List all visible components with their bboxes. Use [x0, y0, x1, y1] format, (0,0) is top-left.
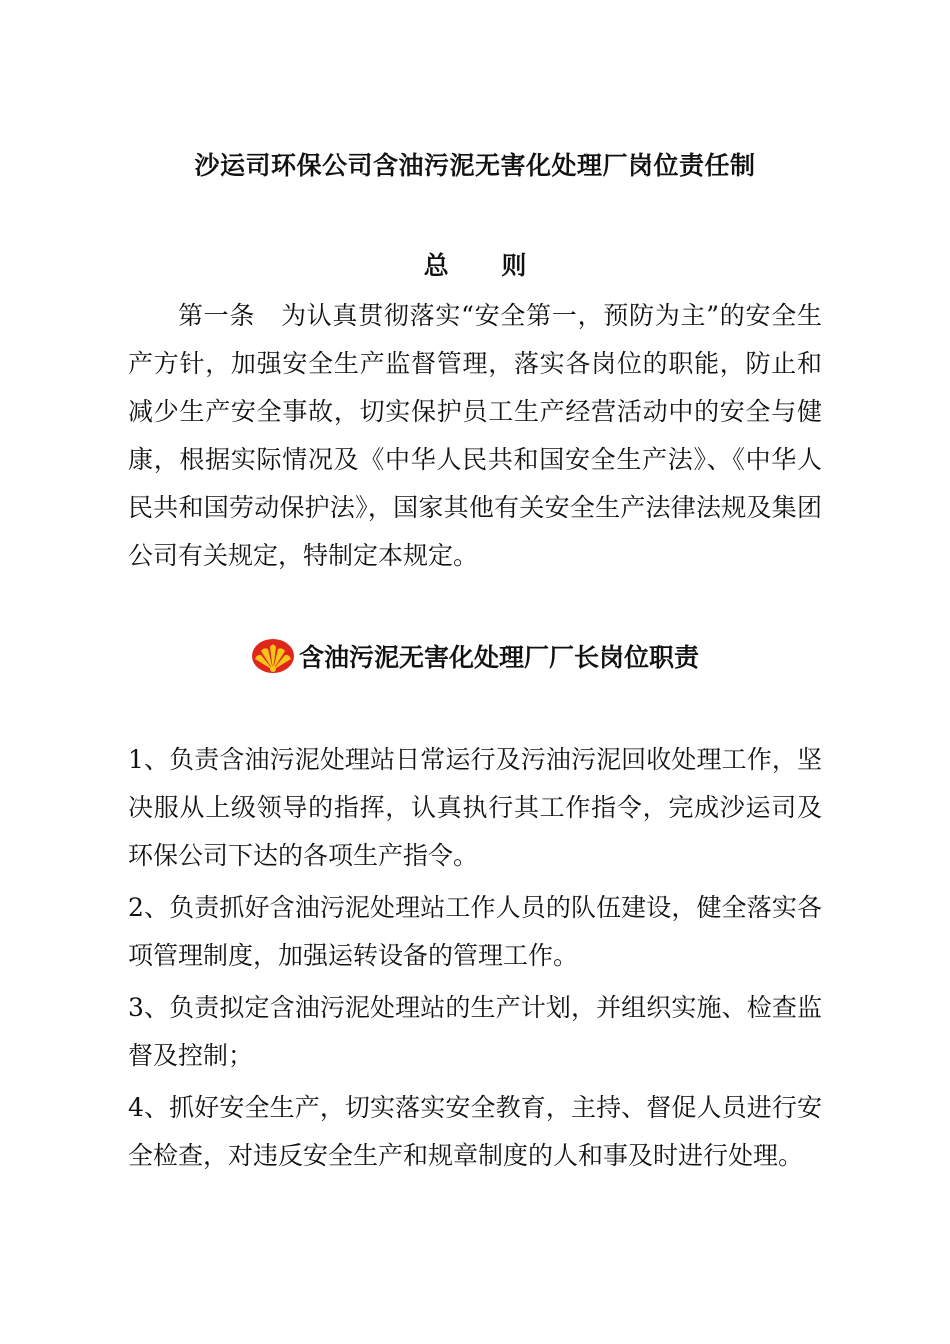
duty-list: [128, 736, 822, 1184]
document-title: 沙运司环保公司含油污泥无害化处理厂岗位责任制: [194, 151, 756, 180]
article-1-paragraph: 第一条 为认真贯彻落实“安全第一，预防为主”的安全生产方针，加强安全生产监督管理，落实各岗位的职能，防止和减少生产安全事故，切实保护员工生产经营活动中的安全与健康，根据实际情况及《中华人民共和国安全生产法》、《中华人民共和国劳动保护法》，国家其他有关安全生产法律法规及集团公司有关规定，特制定本规定。: [128, 301, 822, 570]
duty-item-2: 2、负责抓好含油污泥处理站工作人员的队伍建设，健全落实各项管理制度，加强运转设备的管理工作。: [128, 893, 822, 970]
duty-item-4: 4、抓好安全生产，切实落实安全教育，主持、督促人员进行安全检查，对违反安全生产和规章制度的人和事及时进行处理。: [128, 1093, 822, 1170]
duty-heading-text: 含油污泥无害化处理厂厂长岗位职责: [298, 643, 699, 672]
petrochina-logo-icon: [251, 638, 295, 674]
general-provisions-heading: 总 则: [423, 251, 549, 280]
duty-item-3: 3、负责拟定含油污泥处理站的生产计划，并组织实施、检查监督及控制；: [128, 993, 822, 1070]
duty-section-heading: [0, 638, 950, 674]
duty-item-1: 1、负责含油污泥处理站日常运行及污油污泥回收处理工作，坚决服从上级领导的指挥，认真执行其工作指令，完成沙运司及环保公司下达的各项生产指令。: [128, 745, 822, 870]
